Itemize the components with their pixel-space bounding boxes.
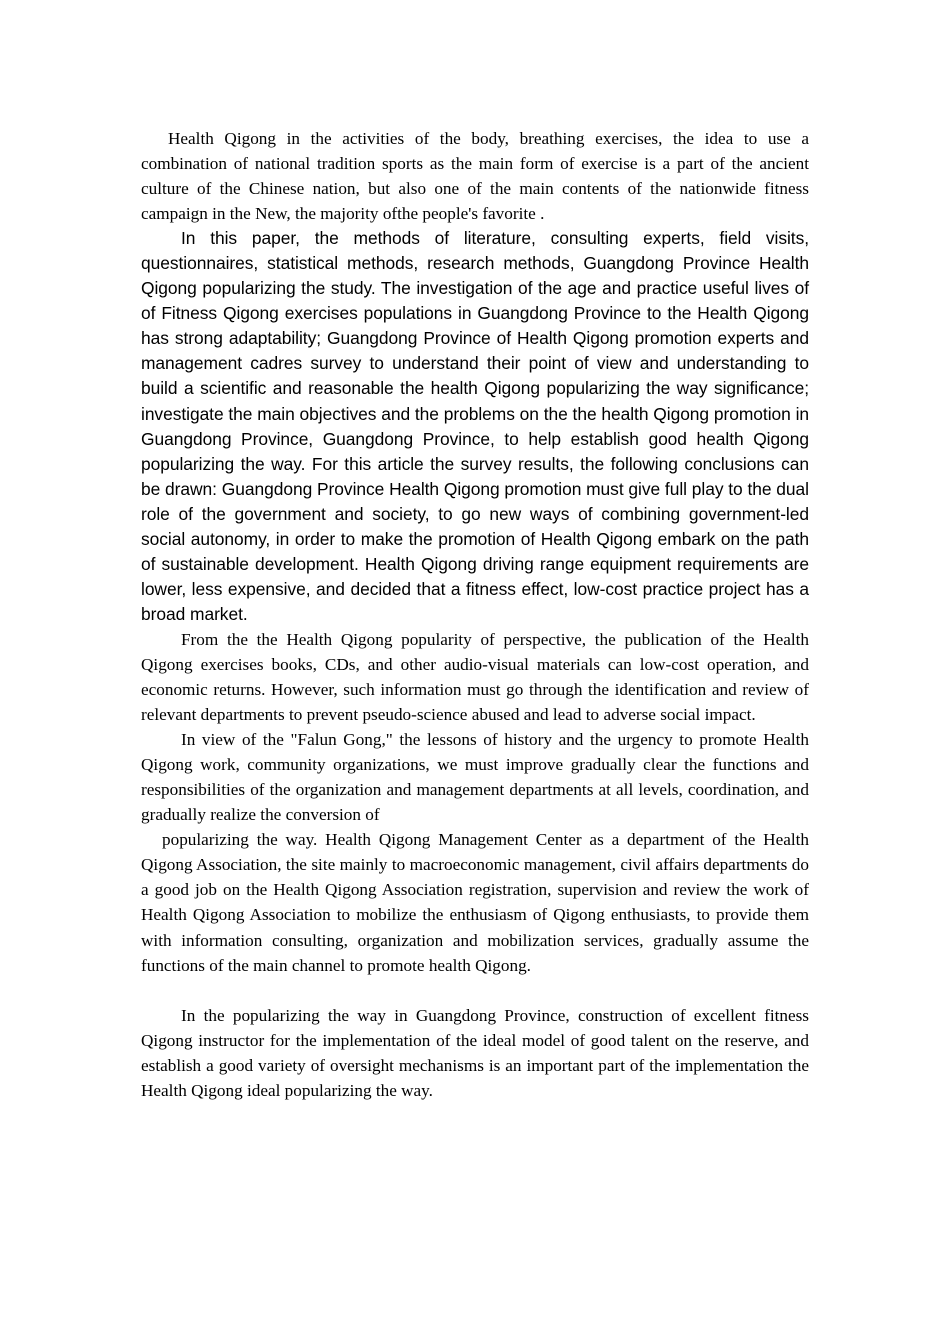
paragraph-management-center: popularizing the way. Health Qigong Management Center as a department of the Health Qigong Association, the site mainly to macroeconomic management, civil affairs departments do a good job on the Health Qigong Association registration, supervision and review the work of Health Qigong Association to mobilize the enthusiasm of Qigong enthusiasts, to provide them with information consulting, organization and mobilization services, gradually assume the functions of the main channel to promote health Qigong. — [141, 830, 809, 975]
document-body — [141, 126, 809, 1103]
paragraph-publication-perspective: From the the Health Qigong popularity of perspective, the publication of the Health Qigong exercises books, CDs, and other audio-visual materials can low-cost operation, and economic returns. However, such information must go through the identification and review of relevant departments to prevent pseudo-science abused and lead to adverse social impact. — [141, 629, 809, 725]
paragraph-spacer — [141, 978, 809, 1003]
paragraph-health-qigong-intro: Health Qigong in the activities of the body, breathing exercises, the idea to use a combination of national tradition sports as the main form of exercise is a part of the ancient culture of the Chinese nation, but also one of the main contents of the nationwide fitness campaign in the New, the majority ofthe people's favorite . — [141, 129, 809, 224]
paragraph-instructor-model: In the popularizing the way in Guangdong Province, construction of excellent fitness Qigong instructor for the implementation of the ideal model of good talent on the reserve, and establish a good variety of oversight mechanisms is an important part of the implementation the Health Qigong ideal popularizing the way. — [141, 1005, 809, 1100]
paragraph-falun-gong-lessons: In view of the "Falun Gong," the lessons of history and the urgency to promote Health Qigong work, community organizations, we must improve gradually clear the functions and responsibilities of the organization and management departments at all levels, coordination, and gradually realize the conversion of — [141, 730, 809, 825]
paragraph-methods-and-conclusions: In this paper, the methods of literature, consulting experts, field visits, questionnaires, statistical methods, research methods, Guangdong Province Health Qigong popularizing the study. The investigation of the age and practice useful lives of of Fitness Qigong exercises populations in Guangdong Province to the Health Qigong has strong adaptability; Guangdong Province of Health Qigong promotion experts and management cadres survey to understand their point of view and understanding to build a scientific and reasonable the health Qigong popularizing the way significance; investigate the main objectives and the problems on the the health Qigong promotion in Guangdong Province, Guangdong Province, to help establish good health Qigong popularizing the way. For this article the survey results, the following conclusions can be drawn: Guangdong Province Health Qigong promotion must give full play to the dual role of the government and society, to go new ways of combining government-led social autonomy, in order to make the promotion of Health Qigong embark on the path of sustainable development. Health Qigong driving range equipment requirements are lower, less expensive, and decided that a fitness effect, low-cost practice project has a broad market. — [141, 228, 809, 624]
